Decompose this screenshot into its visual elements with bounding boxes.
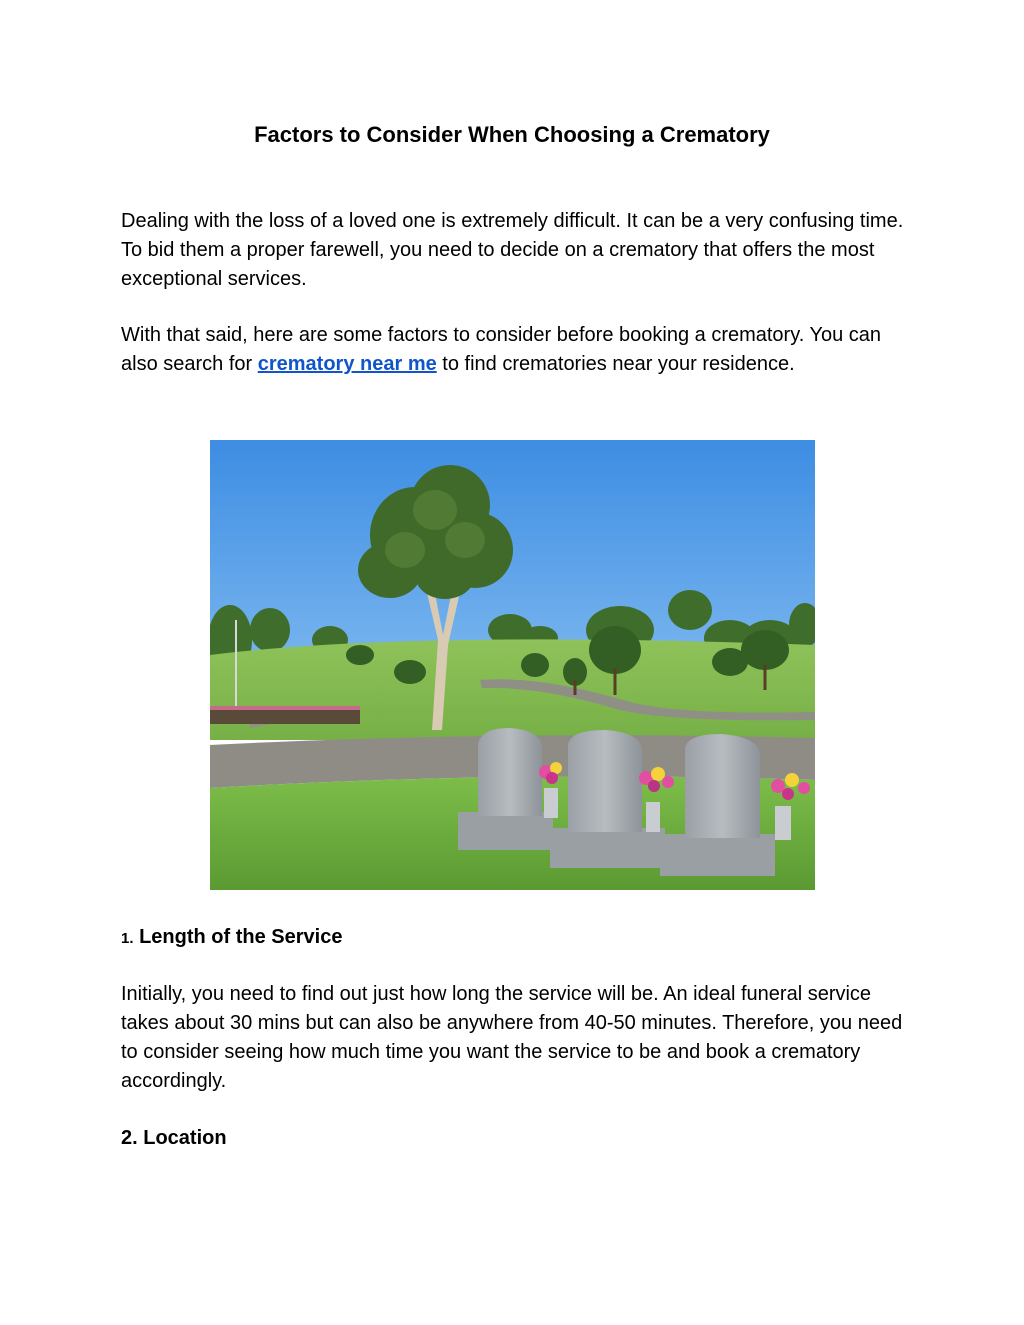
section-heading-text: Length of the Service bbox=[139, 926, 343, 948]
section-number: 2. bbox=[121, 1127, 138, 1149]
search-paragraph-lead: With that said, here are some factors to consider before booking a crematory. You can also search for bbox=[121, 324, 882, 375]
section-heading-location bbox=[121, 1125, 227, 1151]
section-heading-length bbox=[121, 924, 342, 952]
page-title: Factors to Consider When Choosing a Crematory bbox=[254, 122, 770, 147]
search-paragraph-tail: to find crematories near your residence. bbox=[436, 353, 795, 375]
cemetery-headstones-photo bbox=[210, 440, 815, 890]
crematory-near-me-link[interactable]: crematory near me bbox=[257, 353, 437, 375]
section-number: 1. bbox=[121, 930, 134, 947]
section-heading-text: Location bbox=[143, 1127, 227, 1149]
intro-paragraph: Dealing with the loss of a loved one is extremely difficult. It can be a very confusing time. To bid them a proper farewell, you need to decide on a crematory that offers the most exceptional services. bbox=[121, 210, 904, 290]
section-body-length: Initially, you need to find out just how long the service will be. An ideal funeral service takes about 30 mins but can also be anywhere from 40-50 minutes. Therefore, you need to consider seeing how much time you want the service to be and book a crematory accordingly. bbox=[121, 983, 903, 1092]
search-paragraph bbox=[121, 321, 911, 379]
